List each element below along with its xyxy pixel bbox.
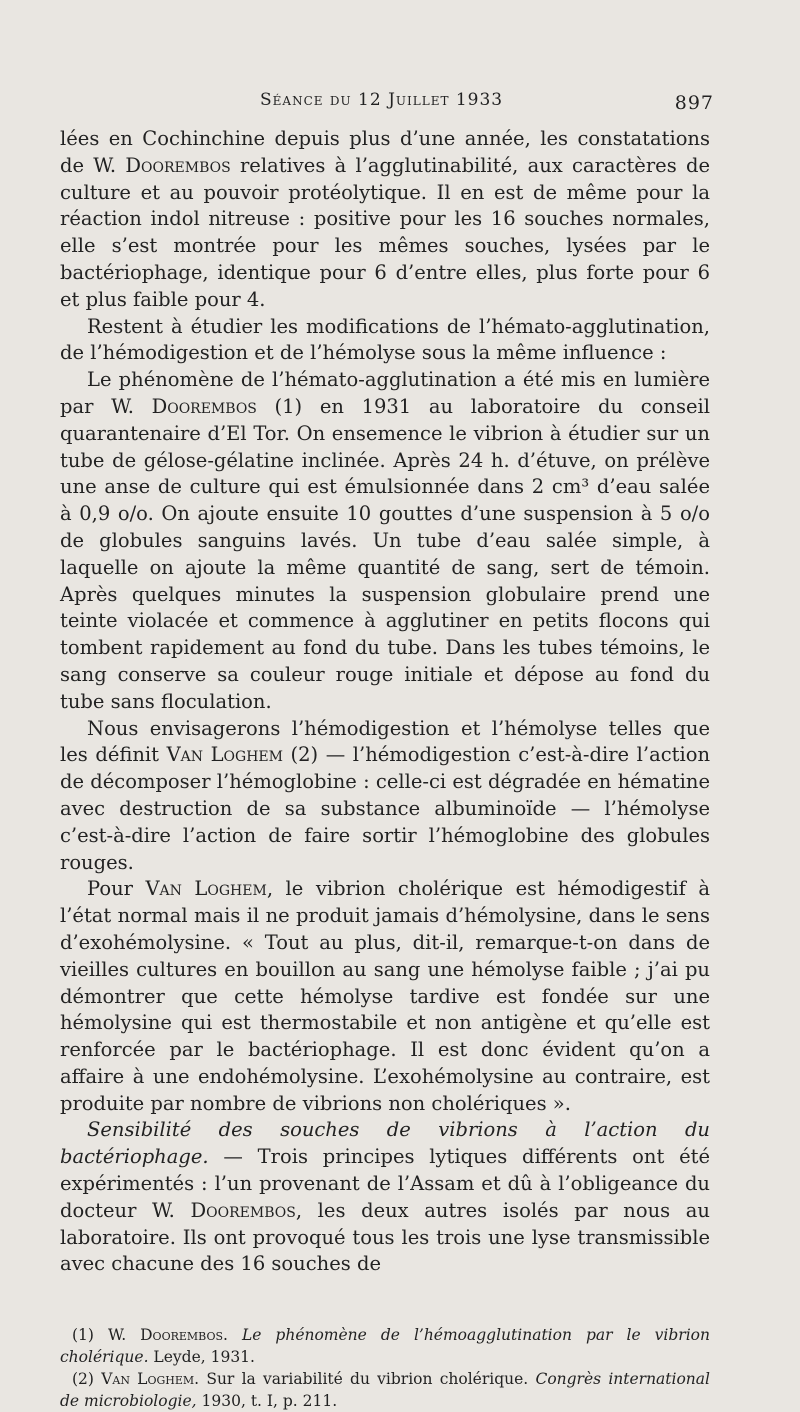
footnote-2-rest: 1930, t. I, p. 211. — [196, 1392, 338, 1411]
paragraph-4 — [60, 716, 710, 877]
running-title: Séance du 12 Juillet 1933 — [260, 90, 504, 110]
paragraph-2: Restent à étudier les modifications de l’hémato-agglutination, de l’hémodigestion et de l’hémolyse sous la même influence : — [60, 314, 710, 365]
author-name: W. Doorembos — [93, 153, 231, 177]
footnote-1-number: (1) — [72, 1326, 108, 1345]
paragraph-1-text: lées en Cochinchine depuis plus d’une année, les constatations de — [60, 127, 710, 177]
paragraph-1-rest: relatives à l’agglutinabilité, aux caractères de culture et au pouvoir protéolytique. Il en est de même pour la réaction indol nitreuse : positive pour les 16 souches normales, elle s’est montrée pour les mêmes souches, lysées par le bactériophage, identique pour 6 d’entre elles, plus forte pour 6 et plus faible pour 4. — [60, 153, 710, 311]
footnote-2-title: Congrès international de microbiologie, — [60, 1370, 710, 1411]
footnote-1 — [60, 1324, 710, 1368]
author-name: W. Doorembos — [152, 1198, 296, 1222]
running-head — [60, 86, 714, 126]
footnote-2-author: Van Loghem. — [101, 1370, 200, 1389]
paragraph-5 — [60, 876, 710, 1117]
footnote-1-title: Le phénomène de l’hémoagglutination par le vibrion cholérique. — [60, 1326, 710, 1367]
paragraph-5-start: Pour — [87, 877, 146, 901]
footnote-1-author: W. Doorembos. — [107, 1326, 228, 1345]
paragraph-3 — [60, 367, 710, 715]
author-name: Van Loghem — [145, 877, 267, 901]
page-number: 897 — [674, 92, 714, 114]
footnote-1-rest: Leyde, 1931. — [148, 1348, 255, 1367]
author-name: Van Loghem — [166, 743, 283, 767]
footnote-2 — [60, 1368, 710, 1412]
paragraph-5-rest: , le vibrion cholérique est hémodigestif à l’état normal mais il ne produit jamais d’hémolysine, dans le sens d’exohémolysine. « Tout au plus, dit-il, remarque-t-on dans de vieilles cultures en bouillon au sang une hémolyse faible ; j’ai pu démontrer que cette hémolyse tardive est fondée sur une hémolysine qui est thermostabile et non antigène et qu’elle est renforcée par le bactériophage. Il est donc évident qu’on a affaire à une endohémolysine. L’exohémolysine au contraire, est produite par nombre de vibrions non cholériques ». — [60, 877, 710, 1115]
footnotes — [60, 1324, 710, 1412]
paragraph-3-rest: (1) en 1931 au laboratoire du conseil quarantenaire d’El Tor. On ensemence le vibrion à étudier sur un tube de gélose-gélatine inclinée. Après 24 h. d’étuve, on prélève une anse de culture qui est émulsionnée dans 2 cm³ d’eau salée à 0,9 o/o. On ajoute ensuite 10 gouttes d’une suspension à 5 o/o de globules sanguins lavés. Un tube d’eau salée simple, à laquelle on ajoute la même quantité de sang, sert de témoin. Après quelques minutes la suspension globulaire prend une teinte violacée et commence à agglutiner en petits flocons qui tombent rapidement au fond du tube. Dans les tubes témoins, le sang conserve sa couleur rouge initiale et dépose au fond du tube sans floculation. — [60, 394, 710, 713]
paragraph-6 — [60, 1117, 710, 1278]
footnote-2-number: (2) — [72, 1370, 102, 1389]
paragraph-3-start: Le phénomène de l’hémato-agglutination a été mis en lumière par — [60, 368, 710, 418]
footnote-2-text: Sur la variabilité du vibrion cholérique. — [199, 1370, 536, 1389]
author-name: W. Doorembos — [111, 394, 257, 418]
paragraph-4-start: Nous envisagerons l’hémodigestion et l’hémolyse telles que les définit — [60, 716, 710, 767]
paragraph-6-rest: , les deux autres isolés par nous au laboratoire. Ils ont provoqué tous les trois une lyse transmissible avec chacune des 16 souches de — [60, 1198, 710, 1276]
body-text — [60, 126, 710, 1278]
paragraph-1 — [60, 126, 710, 314]
section-heading: Sensibilité des souches de vibrions à l’action du bactériophage. — [60, 1118, 710, 1169]
paragraph-6-start: — Trois principes lytiques différents ont été expérimentés : l’un provenant de l’Assam et dû à l’obligeance du docteur — [60, 1145, 710, 1222]
paragraph-4-rest: (2) — l’hémodigestion c’est-à-dire l’action de décomposer l’hémoglobine : celle-ci est dégradée en hématine avec destruction de sa substance albuminoïde — l’hémolyse c’est-à-dire l’action de faire sortir l’hémoglobine des globules rouges. — [60, 743, 711, 874]
